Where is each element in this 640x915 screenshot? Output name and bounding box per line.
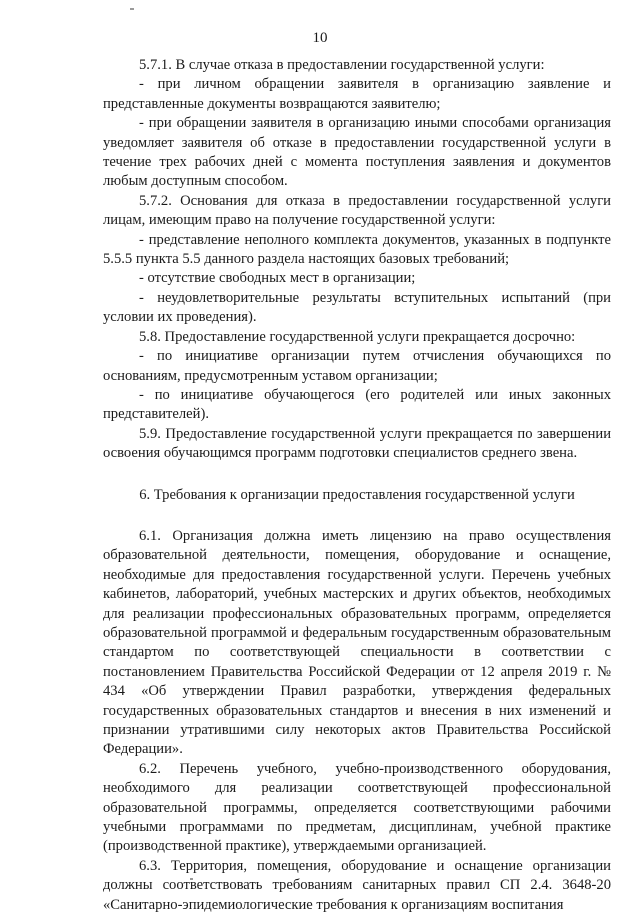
- paragraph-5-8-item-1: - по инициативе организации путем отчисления обучающихся по основаниям, предусмотренным уставом организации;: [103, 348, 611, 384]
- paragraph-6-3: 6.3. Территория, помещения, оборудование и оснащение организации должны соответствовать требованиям санитарных правил СП 2.4. 3648-20 «Санитарно-эпидемиологические требования к организациям воспитания: [103, 857, 611, 913]
- scan-mark-top: [130, 8, 134, 10]
- paragraph-5-7-2-item-2: - отсутствие свободных мест в организации;: [139, 270, 416, 287]
- paragraph-5-7-2: 5.7.2. Основания для отказа в предоставлении государственной услуги лицам, имеющим право на получение государственной услуги:: [103, 192, 611, 229]
- paragraph-5-9: 5.9. Предоставление государственной услуги прекращается по завершении освоения обучающимся программ подготовки специалистов среднего звена.: [103, 425, 611, 462]
- paragraph-5-7-1-item-2: - при обращении заявителя в организацию иными способами организация уведомляет заявителя об отказе в предоставлении государственной услуги в течение трех рабочих дней с момента поступления заявления и документов любым доступным способом.: [103, 115, 611, 190]
- section-6-heading: 6. Требования к организации предоставления государственной услуги: [139, 486, 575, 503]
- paragraph-5-8-item-2: - по инициативе обучающегося (его родителей или иных законных представителей).: [103, 386, 611, 423]
- paragraph-6-1: 6.1. Организация должна иметь лицензию на право осуществления образовательной деятельности, помещения, оборудование и оснащение, необходимые для предоставления государственной услуги. Перечень учебных кабинетов, лабораторий, учебных мастерских и других объектов, необходимых для реализации профессиональных образовательных программ, определяется образовательной программой и федеральным государственным образовательным стандартом по соответствующей специальности в соответствии с постановлением Правительства Российской Федерации от 12 апреля 2019 г. № 434 «Об утверждении Правил разработки, утверждения федеральных государственных образовательных стандартов и внесения в них изменений и признании утратившими силу некоторых актов Правительства Российской Федерации».: [103, 527, 611, 758]
- paragraph-5-8: 5.8. Предоставление государственной услуги прекращается досрочно:: [139, 328, 576, 345]
- paragraph-5-7-1-item-1: - при личном обращении заявителя в организацию заявление и представленные документы возвращаются заявителю;: [103, 76, 611, 112]
- paragraph-5-7-2-item-3: - неудовлетворительные результаты вступительных испытаний (при условии их проведения).: [103, 289, 611, 326]
- paragraph-5-7-2-item-1: - представление неполного комплекта документов, указанных в подпункте 5.5.5 пункта 5.5 данного раздела настоящих базовых требований;: [103, 231, 611, 268]
- paragraph-5-7-1: 5.7.1. В случае отказа в предоставлении государственной услуги:: [139, 57, 545, 73]
- page-number: 10: [312, 30, 328, 46]
- paragraph-6-2: 6.2. Перечень учебного, учебно-производственного оборудования, необходимого для реализации соответствующей профессиональной образовательной программы, определяется соответствующими рабочими учебными программами по предметам, дисциплинам, учебной практике (производственной практике), утверждаемыми организацией.: [103, 760, 611, 855]
- document-body: [103, 56, 611, 915]
